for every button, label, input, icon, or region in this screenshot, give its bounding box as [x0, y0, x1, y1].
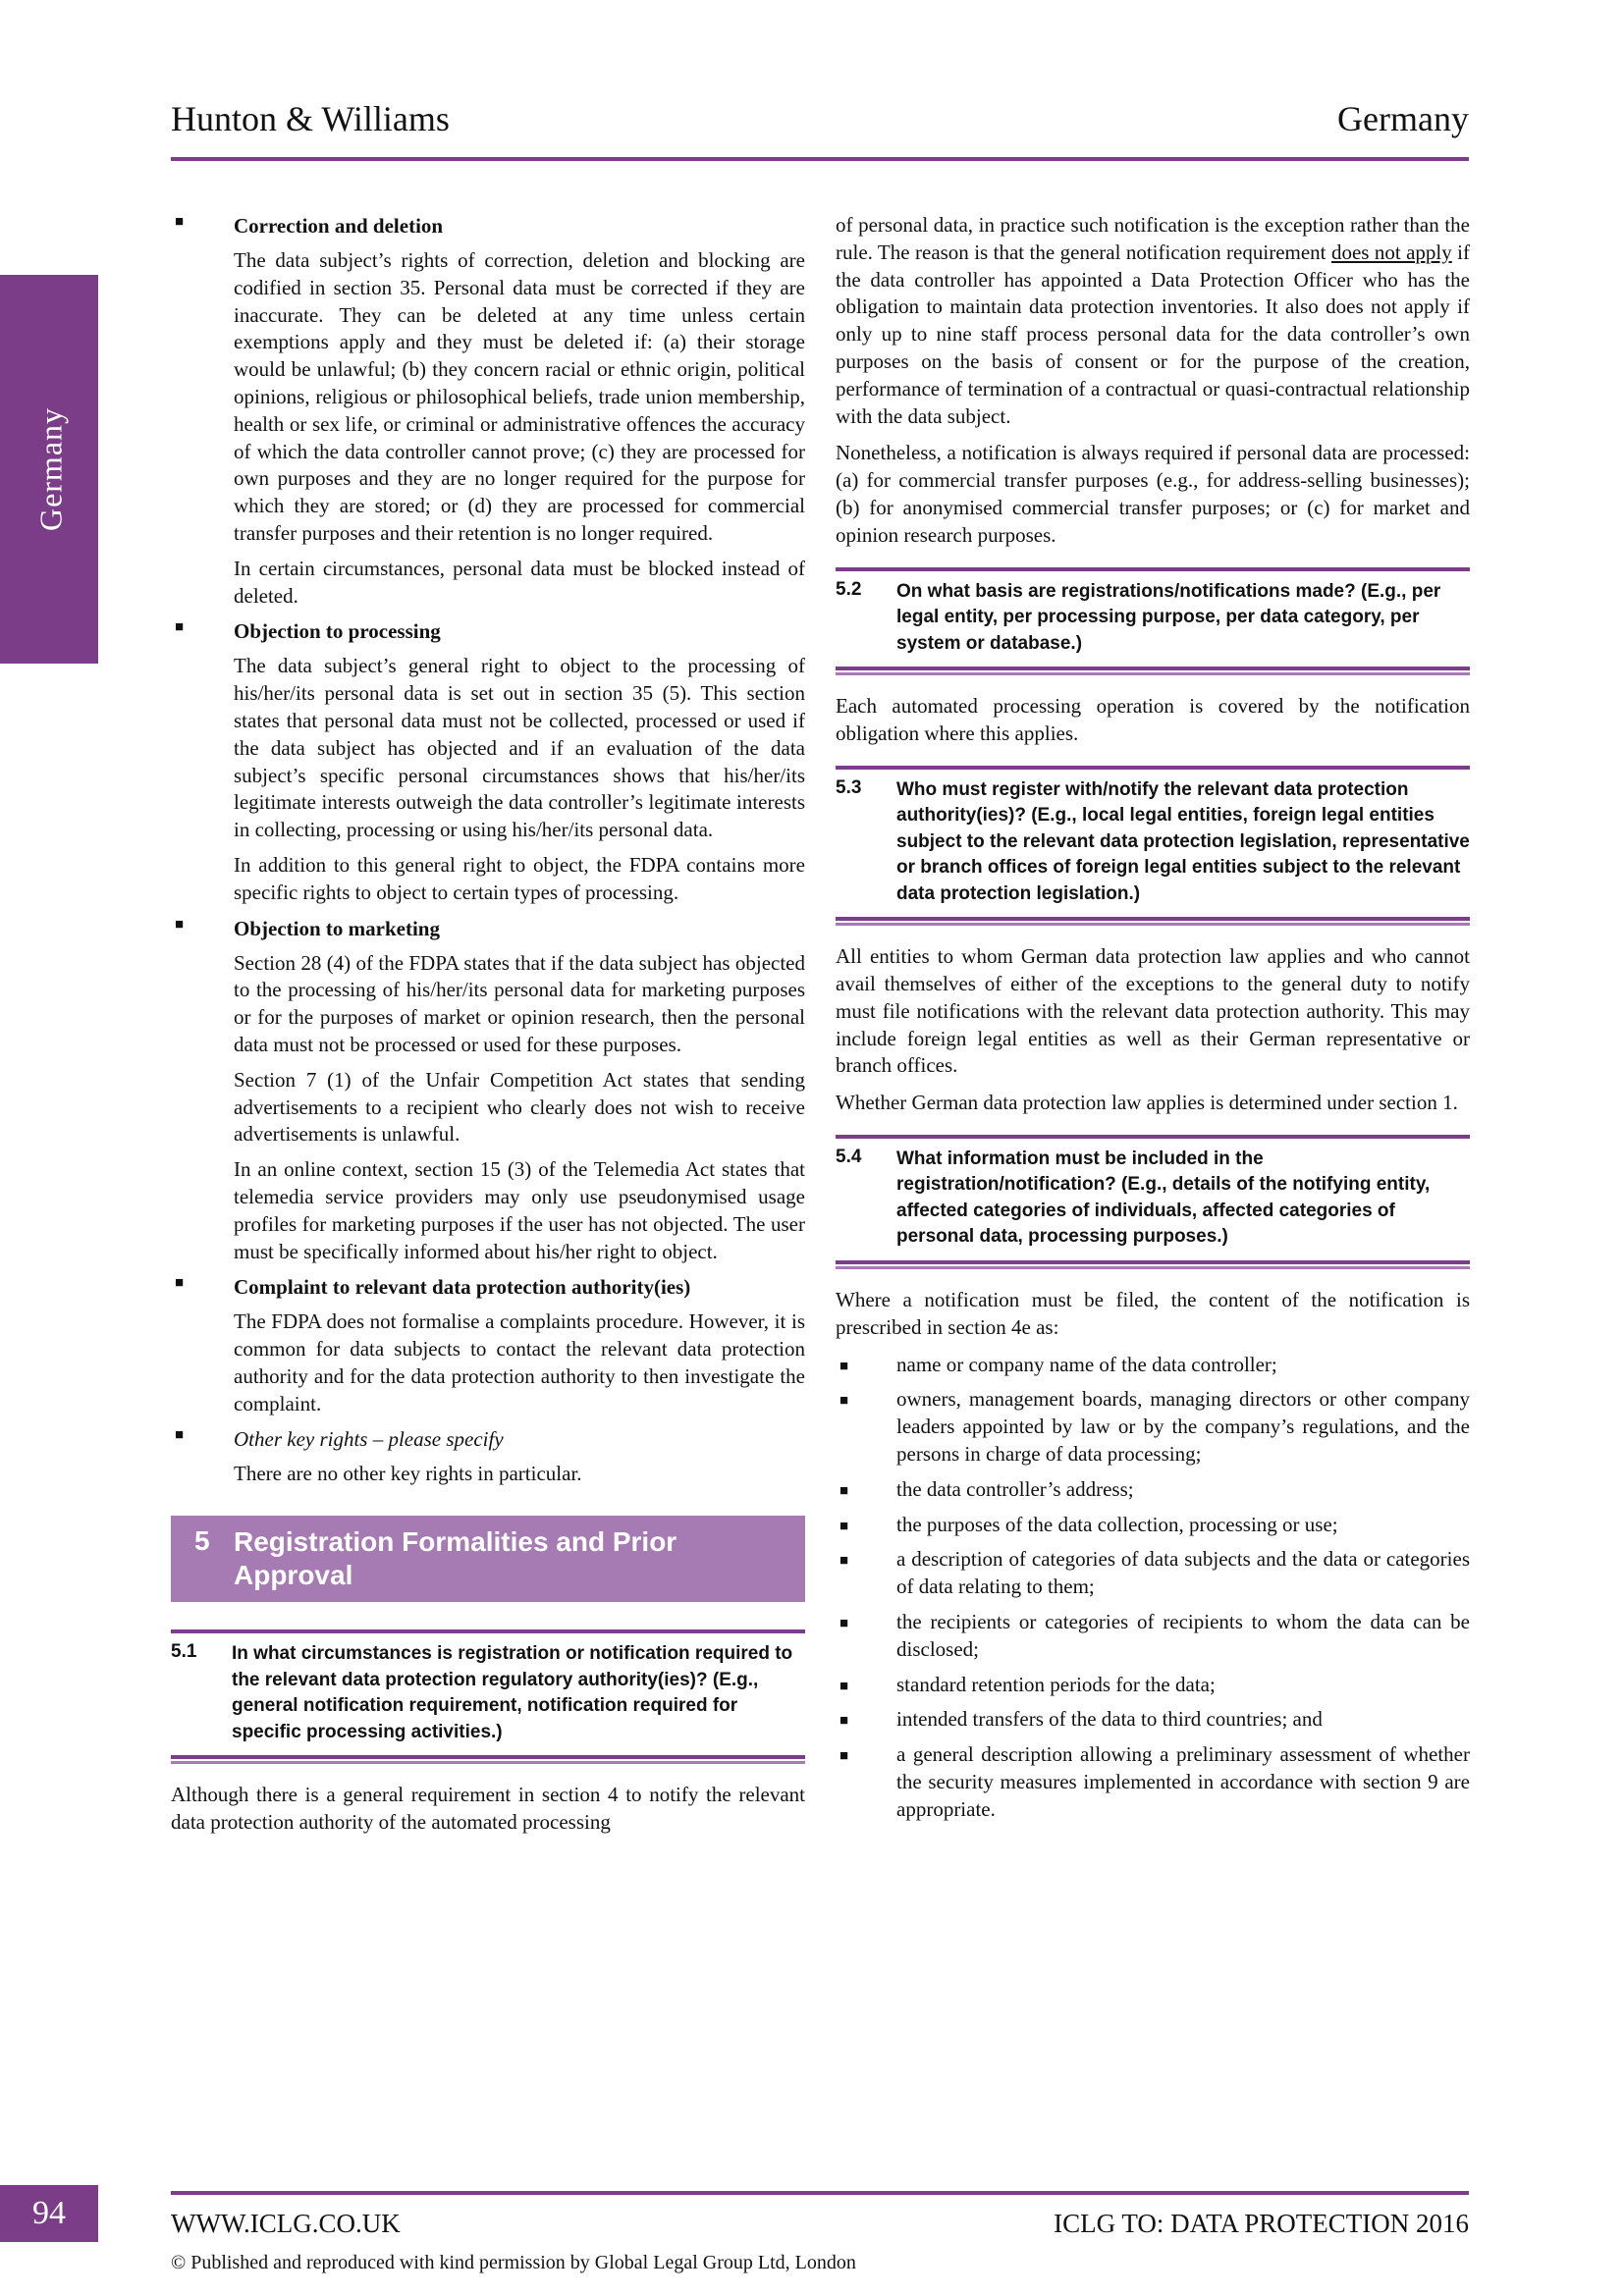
paragraph: The data subject’s general right to object to the processing of his/her/its personal data is set out in section 35 (5). This section states that personal data must not be collected, processed or used if the data subject has objected and if an evaluation of the data subject’s specific personal circumstances shows that his/her/its legitimate interests outweigh the data controller’s legitimate interests in collecting, processing or using his/her/its personal data. [234, 654, 805, 842]
notification-content-list [836, 1352, 1470, 1824]
paragraph: In addition to this general right to object, the FDPA contains more specific rights to object to certain types of processing. [234, 852, 805, 904]
footer-url[interactable]: WWW.ICLG.CO.UK [171, 2209, 401, 2238]
list-item: ■ the recipients or categories of recipients to whom the data can be disclosed; [839, 1609, 1470, 1661]
side-tab-label: Germany [32, 406, 69, 532]
bullet-icon: ■ [839, 1615, 849, 1631]
bullet-icon: ■ [175, 1427, 185, 1444]
paragraph: The FDPA does not formalise a complaints procedure. However, it is common for data subjects to contact the relevant data protection authority and for the data protection authority to then investigate the complaint. [234, 1309, 805, 1415]
question-5-3 [836, 766, 1470, 927]
paragraph: There are no other key rights in particular. [234, 1462, 582, 1486]
paragraph: In an online context, section 15 (3) of the Telemedia Act states that telemedia service providers may only use pseudonymised usage profiles for marketing purposes if the user has not objected. The user must be specifically informed about his/her right to object. [234, 1157, 805, 1263]
list-item: ■ standard retention periods for the data; [836, 1672, 1470, 1699]
bullet-icon: ■ [839, 1748, 849, 1765]
bullet-icon: ■ [839, 1553, 849, 1570]
bullet-icon: ■ [175, 619, 185, 636]
right-other [171, 1425, 805, 1488]
answer-paragraph: Where a notification must be filed, the content of the notification is prescribed in section 4e as: [836, 1287, 1470, 1339]
answer-paragraph: All entities to whom German data protection law applies and who cannot avail themselves of either of the exceptions to the general duty to notify must file notifications with the relevant data protection authority. This may include foreign legal entities as well as their German representative or branch offices. [836, 944, 1470, 1078]
section-number: 5 [194, 1525, 210, 1557]
right-column [836, 212, 1470, 1831]
bullet-icon: ■ [839, 1518, 849, 1534]
right-title: Objection to marketing [234, 916, 440, 940]
bullet-icon: ■ [839, 1393, 849, 1410]
answer-paragraph: Each automated processing operation is covered by the notification obligation where this applies. [836, 694, 1470, 745]
right-objection-processing [171, 617, 805, 906]
list-item: ■ the purposes of the data collection, processing or use; [836, 1512, 1470, 1539]
right-objection-marketing [171, 915, 805, 1266]
question-number: 5.3 [836, 776, 862, 798]
question-5-2 [836, 567, 1470, 676]
question-text: Who must register with/notify the relevant data protection authority(ies)? (E.g., local legal entities, foreign legal entities subject to the relevant data protection legislation, representative or branch offices of foreign legal entities subject to the relevant data protection legislation.) [896, 778, 1470, 904]
right-correction-deletion [171, 212, 805, 610]
question-rule-bottom [836, 917, 1470, 926]
right-complaint [171, 1273, 805, 1417]
bullet-icon: ■ [175, 1275, 185, 1292]
header-firm-name: Hunton & Williams [171, 99, 450, 138]
right-title: Objection to processing [234, 619, 441, 644]
question-5-4 [836, 1135, 1470, 1269]
question-number: 5.1 [171, 1641, 197, 1663]
footer-copyright: © Published and reproduced with kind permission by Global Legal Group Ltd, London [171, 2252, 856, 2273]
list-item: ■ a general description allowing a preliminary assessment of whether the security measures implemented in accordance with section 9 are appropriate. [839, 1742, 1470, 1821]
list-item: ■ name or company name of the data controller; [836, 1352, 1470, 1379]
question-text: In what circumstances is registration or notification required to the relevant data protection regulatory authority(ies)? (E.g., general notification requirement, notification required for specific processing activities.) [232, 1643, 793, 1742]
paragraph: Section 28 (4) of the FDPA states that if the data subject has objected to the processing of his/her/its personal data for marketing purposes or for the purposes of market or opinion research, then the personal data must not be processed or used for these purposes. [234, 950, 805, 1056]
paragraph: In certain circumstances, personal data must be blocked instead of deleted. [234, 556, 805, 608]
question-text: On what basis are registrations/notifications made? (E.g., per legal entity, per processing purpose, per data category, per system or database.) [896, 580, 1441, 654]
list-item: ■ owners, management boards, managing directors or other company leaders appointed by law or by the company’s regulations, and the persons in charge of data processing; [839, 1387, 1470, 1466]
right-title: Correction and deletion [234, 214, 444, 238]
section-heading [171, 1516, 805, 1602]
question-text: What information must be included in the registration/notification? (E.g., details of the notifying entity, affected categories of individuals, affected categories of personal data, processing purposes.) [896, 1148, 1431, 1248]
list-item: ■ the data controller’s address; [836, 1476, 1470, 1504]
bullet-icon: ■ [839, 1358, 849, 1374]
bullet-icon: ■ [175, 916, 185, 933]
underlined-phrase: does not apply [1330, 240, 1452, 264]
section-title: Registration Formalities and Prior Approval [234, 1526, 677, 1591]
bullet-icon: ■ [175, 214, 185, 230]
bullet-icon: ■ [839, 1482, 849, 1499]
answer-paragraph: of personal data, in practice such notification is the exception rather than the rule. The reason is that the general notification requirement does not apply if the data controller has appointed a Data Protection Officer who has the obligation to maintain data protection inventories. It also does not apply if only up to nine staff process personal data for the data controller’s own purposes on the basis of consent or for the purpose of the creation, performance of termination of a contractual or quasi-contractual relationship with the data subject. [836, 213, 1471, 428]
question-rule-bottom [836, 667, 1470, 675]
question-rule-bottom [171, 1755, 805, 1764]
bullet-icon: ■ [839, 1678, 849, 1694]
footer-rule [171, 2191, 1469, 2195]
list-item: ■ intended transfers of the data to third countries; and [836, 1706, 1470, 1734]
question-5-1 [171, 1629, 805, 1764]
question-rule-bottom [836, 1260, 1470, 1269]
header-country: Germany [1337, 99, 1469, 138]
question-number: 5.2 [836, 578, 862, 600]
list-item: ■ a description of categories of data subjects and the data or categories of data relating to them; [839, 1547, 1470, 1599]
bullet-icon: ■ [839, 1713, 849, 1730]
footer-publication: ICLG TO: DATA PROTECTION 2016 [1054, 2209, 1469, 2238]
right-title: Other key rights – please specify [234, 1427, 504, 1452]
paragraph: Section 7 (1) of the Unfair Competition Act states that sending advertisements to a recipient who clearly does not wish to receive advertisements is unlawful. [234, 1067, 805, 1147]
question-number: 5.4 [836, 1146, 862, 1167]
page-number: 94 [32, 2195, 66, 2231]
answer-paragraph: Nonetheless, a notification is always required if personal data are processed: (a) for commercial transfer purposes (e.g., for address-selling businesses); (b) for anonymised commercial transfer purposes; or (c) for market and opinion research purposes. [836, 441, 1470, 547]
answer-paragraph: Although there is a general requirement in section 4 to notify the relevant data protection authority of the automated processing [171, 1783, 805, 1835]
answer-paragraph: Whether German data protection law applies is determined under section 1. [836, 1091, 1458, 1115]
paragraph: The data subject’s rights of correction, deletion and blocking are codified in section 35. Personal data must be corrected if they are inaccurate. They can be deleted at any time unless certain exemptions apply and they must be deleted if: (a) their storage would be unlawful; (b) they concern racial or ethnic origin, political opinions, religious or philosophical beliefs, trade union membership, health or sex life, or criminal or administrative offences the accuracy of which the data controller cannot prove; (c) they are processed for own purposes and they are no longer required for the purpose for which they are stored; or (d) they are processed for commercial transfer purposes and their retention is no longer required. [234, 248, 805, 545]
header-rule [171, 157, 1469, 161]
right-title: Complaint to relevant data protection authority(ies) [234, 1275, 691, 1300]
left-column [171, 212, 805, 1846]
